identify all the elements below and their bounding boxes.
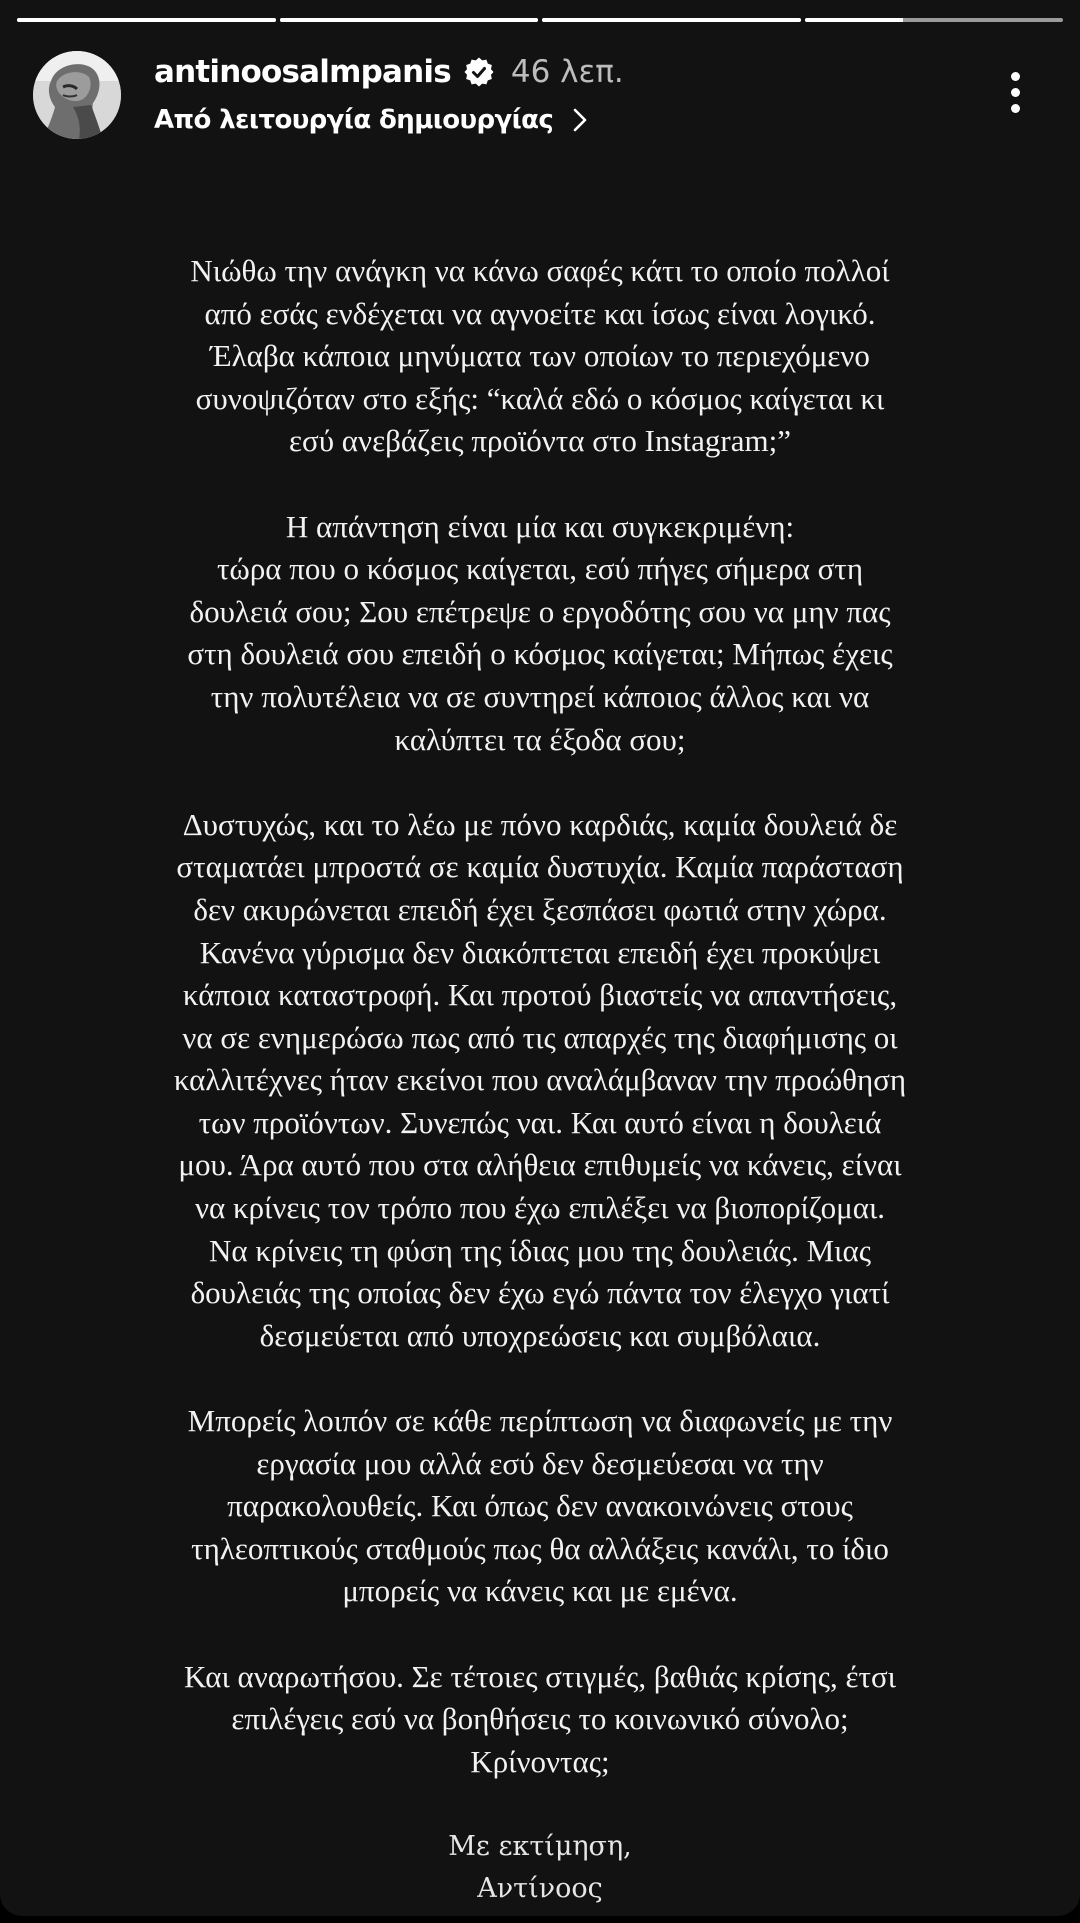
- letter-paragraph-2: [60, 506, 1020, 762]
- text-line: καλλιτέχνες ήταν εκείνοι που αναλάμβαναν την προώθηση: [173, 1062, 907, 1098]
- text-line: δεν ακυρώνεται επειδή έχει ξεσπάσει φωτιά στην χώρα.: [193, 891, 887, 927]
- more-vertical-icon: [1011, 104, 1020, 113]
- progress-fill: [805, 18, 903, 22]
- user-line: [154, 50, 624, 94]
- more-vertical-icon: [1011, 88, 1020, 97]
- text-line: Και αναρωτήσου. Σε τέτοιες στιγμές, βαθιάς κρίσης, έτσι: [183, 1658, 897, 1694]
- text-line: δουλειάς της οποίας δεν έχω εγώ πάντα τον έλεγχο γιατί: [190, 1275, 890, 1311]
- letter-paragraph-5: [60, 1656, 1020, 1784]
- letter-paragraph-1: [60, 250, 1020, 463]
- more-vertical-icon: [1011, 72, 1020, 81]
- progress-fill: [542, 18, 801, 22]
- more-options-button[interactable]: [998, 62, 1032, 122]
- letter-closing: [60, 1826, 1020, 1910]
- text-line: των προϊόντων. Συνεπώς ναι. Και αυτό είναι η δουλειά: [198, 1104, 882, 1140]
- text-line: εργασία μου αλλά εσύ δεν δεσμεύεσαι να την: [256, 1445, 824, 1481]
- story-text-letter: [60, 250, 1020, 1910]
- text-line: τώρα που ο κόσμος καίγεται, εσύ πήγες σήμερα στη: [216, 551, 864, 587]
- text-line: να κρίνεις τον τρόπο που έχω επιλέξει να βιοπορίζομαι.: [194, 1190, 886, 1226]
- text-line: στη δουλειά σου επειδή ο κόσμος καίγεται; Μήπως έχεις: [187, 636, 893, 672]
- text-line: Νιώθω την ανάγκη να κάνω σαφές κάτι το οποίο πολλοί: [190, 253, 890, 288]
- text-line: Μπορείς λοιπόν σε κάθε περίπτωση να διαφωνείς με την: [187, 1403, 893, 1439]
- text-line: μπορείς να κάνεις και με εμένα.: [342, 1573, 738, 1609]
- letter-paragraph-3: [60, 804, 1020, 1358]
- text-line: Δυστυχώς, και το λέω με πόνο καρδιάς, καμία δουλειά δε: [182, 806, 898, 842]
- avatar-photo-icon: [33, 51, 121, 139]
- progress-fill: [17, 18, 276, 22]
- progress-segment-3: [542, 18, 801, 22]
- closing-salutation: Με εκτίμηση,: [448, 1830, 632, 1862]
- progress-segment-4: [805, 18, 1064, 22]
- creator-mode-label: Από λειτουργία δημιουργίας: [154, 105, 554, 135]
- text-line: κάποια καταστροφή. Και προτού βιαστείς να απαντήσεις,: [182, 977, 898, 1013]
- avatar[interactable]: [33, 51, 121, 139]
- verified-badge-icon: [463, 56, 495, 88]
- text-line: εσύ ανεβάζεις προϊόντα στο Instagram;”: [288, 423, 791, 459]
- text-line: Να κρίνεις τη φύση της ίδιας μου της δουλειάς. Μιας: [209, 1232, 871, 1268]
- text-line: επιλέγεις εσύ να βοηθήσεις το κοινωνικό σύνολο;: [231, 1701, 849, 1737]
- text-line: συνοψιζόταν στο εξής: “καλά εδώ ο κόσμος καίγεται κι: [195, 380, 885, 416]
- timestamp: 46 λεπ.: [510, 54, 624, 90]
- story-progress-bar: [17, 18, 1063, 22]
- text-line: σταματάει μπροστά σε καμία δυστυχία. Καμία παράσταση: [176, 849, 904, 885]
- text-line: καλύπτει τα έξοδα σου;: [394, 721, 686, 757]
- text-line: τηλεοπτικούς σταθμούς πως θα αλλάξεις κανάλι, το ίδιο: [191, 1530, 889, 1566]
- text-line: δεσμεύεται από υποχρεώσεις και συμβόλαια.: [259, 1317, 821, 1353]
- text-line: Κρίνοντας;: [470, 1743, 610, 1779]
- text-line: την πολυτέλεια να σε συντηρεί κάποιος άλλος και να: [210, 678, 870, 714]
- progress-segment-1: [17, 18, 276, 22]
- text-line: Έλαβα κάποια μηνύματα των οποίων το περιεχόμενο: [210, 338, 870, 374]
- text-line: παρακολουθείς. Και όπως δεν ανακοινώνεις στους: [227, 1488, 853, 1524]
- text-line: δουλειά σου; Σου επέτρεψε ο εργοδότης σου να μην πας: [189, 593, 891, 629]
- chevron-right-icon: [569, 105, 591, 135]
- story-header: [0, 48, 1080, 140]
- progress-fill: [280, 18, 539, 22]
- text-line: μου. Άρα αυτό που στα αλήθεια επιθυμείς να κάνεις, είναι: [178, 1147, 902, 1183]
- closing-signature: Αντίνοος: [477, 1872, 603, 1904]
- text-line: από εσάς ενδέχεται να αγνοείτε και ίσως είναι λογικό.: [204, 295, 876, 331]
- letter-paragraph-4: [60, 1400, 1020, 1613]
- progress-segment-2: [280, 18, 539, 22]
- creator-mode-link[interactable]: [154, 100, 591, 140]
- text-line: Η απάντηση είναι μία και συγκεκριμένη:: [285, 508, 795, 544]
- text-line: να σε ενημερώσω πως από τις απαρχές της διαφήμισης οι: [182, 1019, 898, 1055]
- username-link[interactable]: antinoosalmpanis: [154, 54, 451, 90]
- text-line: Κανένα γύρισμα δεν διακόπτεται επειδή έχει προκύψει: [199, 934, 881, 970]
